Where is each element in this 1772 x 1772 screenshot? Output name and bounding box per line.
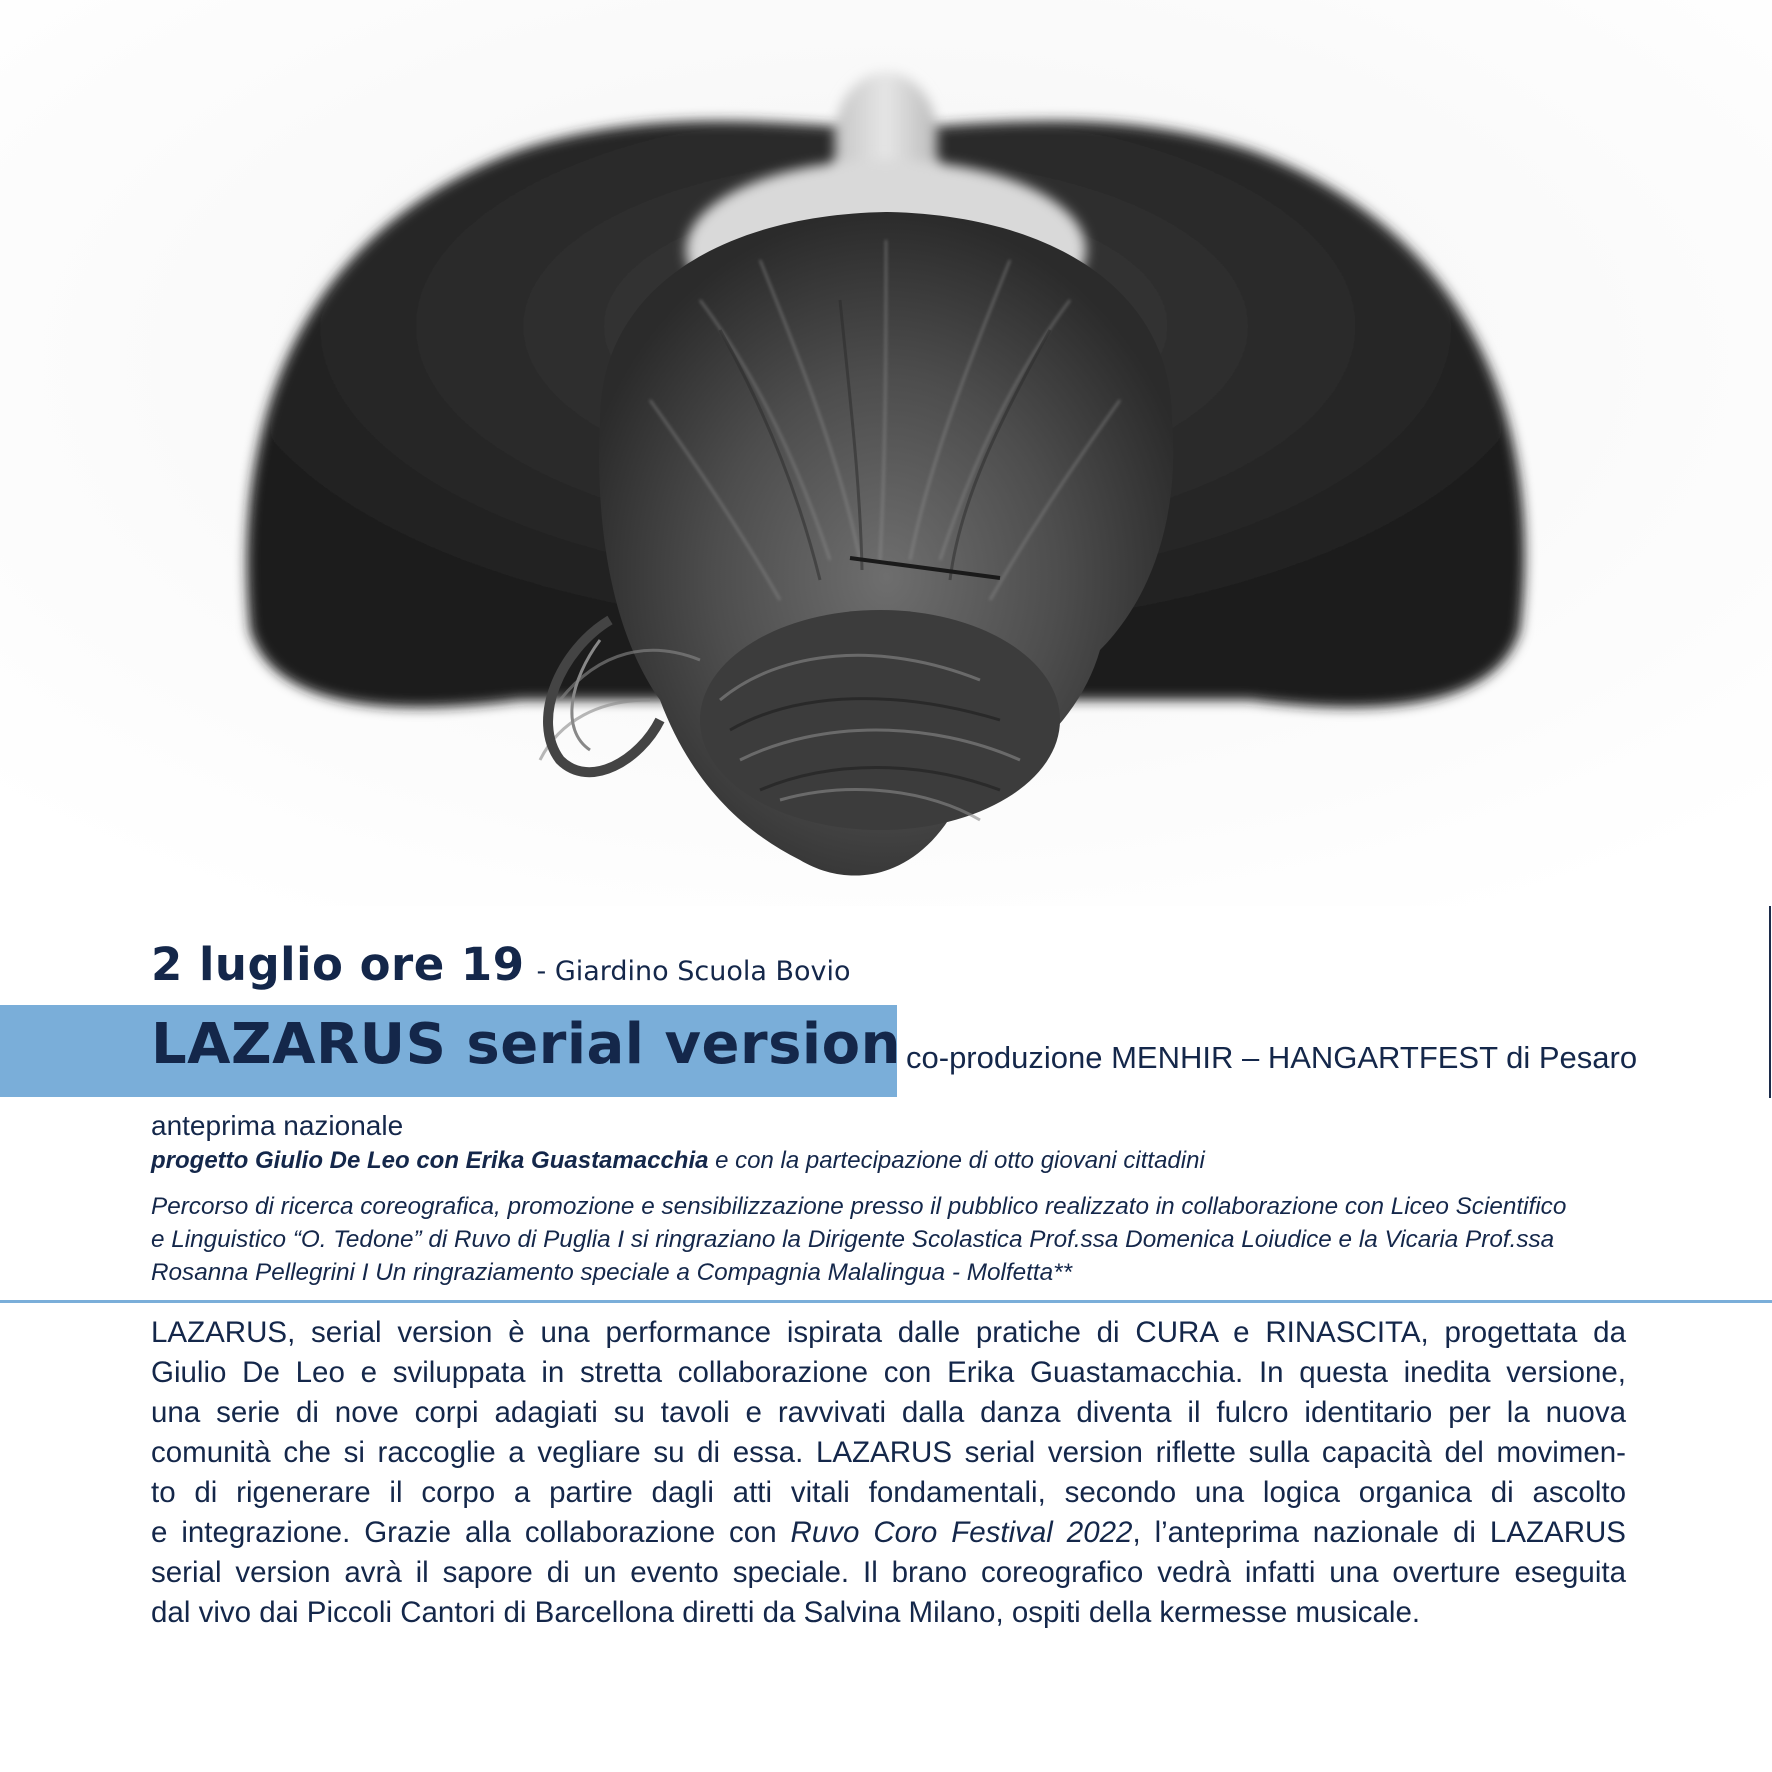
note-line: e Linguistico “O. Tedone” di Ruvo di Puglia I si ringraziano la Dirigente Scolastica Prof.ssa Domenica Loiudice e la Vicaria Prof.ssa xyxy=(151,1226,1555,1253)
note-line: Rosanna Pellegrini I Un ringraziamento speciale a Compagnia Malalingua - Molfetta** xyxy=(151,1259,1073,1286)
premiere-label: anteprima nazionale xyxy=(151,1110,404,1141)
description-line: to di rigenerare il corpo a partire dagli atti vitali fondamentali, secondo una logica organica di ascolto xyxy=(151,1476,1626,1509)
description-line: Giulio De Leo e sviluppata in stretta collaborazione con Erika Guastamacchia. In questa inedita versione, xyxy=(151,1356,1626,1389)
right-edge-rule xyxy=(1769,906,1771,1098)
festival-name: Ruvo Coro Festival 2022 xyxy=(790,1516,1133,1549)
note-line: Percorso di ricerca coreografica, promozione e sensibilizzazione presso il pubblico realizzato in collaborazione con Liceo Scientifico xyxy=(151,1193,1567,1220)
description-line: comunità che si raccoglie a vegliare su di essa. LAZARUS serial version riflette sulla capacità del movimen- xyxy=(151,1436,1626,1469)
description-line: dal vivo dai Piccoli Cantori di Barcellona diretti da Salvina Milano, ospiti della kermesse musicale. xyxy=(151,1596,1421,1629)
event-title: LAZARUS serial version xyxy=(151,1012,901,1077)
coproduction-credit: co-produzione MENHIR – HANGARTFEST di Pesaro xyxy=(906,1040,1638,1075)
event-venue: - Giardino Scuola Bovio xyxy=(536,956,851,987)
description-segment: e integrazione. Grazie alla collaborazione con xyxy=(151,1516,791,1549)
project-credit: progetto Giulio De Leo con Erika Guastamacchia xyxy=(151,1147,709,1174)
acknowledgements-note xyxy=(151,1190,1631,1289)
description-line: una serie di nove corpi adagiati su tavoli e ravvivati dalla danza diventa il fulcro identitario per la nuova xyxy=(151,1396,1626,1429)
project-credits xyxy=(151,1147,1205,1175)
participation-credit: e con la partecipazione di otto giovani cittadini xyxy=(715,1147,1205,1174)
description-line xyxy=(151,1513,1626,1553)
section-divider xyxy=(0,1300,1772,1303)
event-date-time: 2 luglio ore 19 xyxy=(151,938,525,991)
event-date-line xyxy=(151,938,851,998)
description-line: serial version avrà il sapore di un evento speciale. Il brano coreografico vedrà infatti una overture eseguita xyxy=(151,1556,1626,1589)
description-segment: , l’anteprima nazionale di LAZARUS xyxy=(1132,1516,1626,1549)
description-line: LAZARUS, serial version è una performance ispirata dalle pratiche di CURA e RINASCITA, progettata da xyxy=(151,1316,1626,1349)
description xyxy=(151,1313,1626,1633)
